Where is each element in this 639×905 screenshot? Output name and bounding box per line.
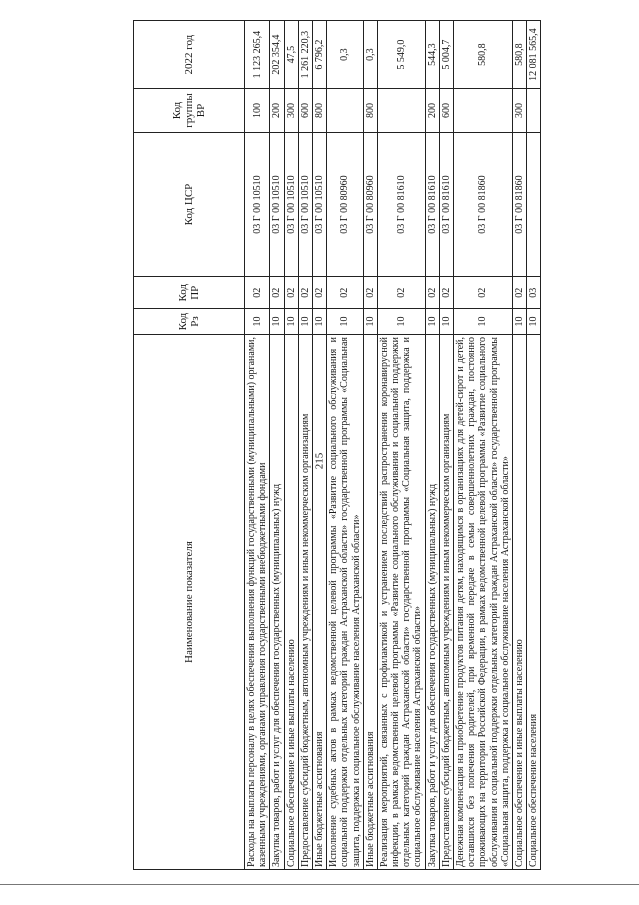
row-amount: 580,8 xyxy=(454,21,513,89)
row-pr: 02 xyxy=(377,277,425,309)
row-vr: 600 xyxy=(439,89,453,133)
row-rz: 10 xyxy=(363,309,377,335)
row-vr: 200 xyxy=(270,89,284,133)
row-rz: 10 xyxy=(298,309,312,335)
row-csr: 03 Г 00 80960 xyxy=(327,132,364,277)
row-name: Социальное обеспечение и иные выплаты населению xyxy=(284,334,298,869)
row-vr: 300 xyxy=(512,89,526,133)
row-pr: 02 xyxy=(270,277,284,309)
row-pr: 02 xyxy=(312,277,326,309)
row-pr: 02 xyxy=(454,277,513,309)
row-csr: 03 Г 00 10510 xyxy=(284,132,298,277)
row-name: Социальное обеспечение и иные выплаты населению xyxy=(512,334,526,869)
row-pr: 02 xyxy=(245,277,270,309)
row-csr: 03 Г 00 80960 xyxy=(363,132,377,277)
row-name: Денежная компенсация на приобретение продуктов питания детям, находящимся в организациях для детей-сирот и детей, оставшихся без попечения родителей, при временной передаче в семьи совершеннолетних граждан, постоянно проживающих на территории Российской Федерации, в рамках ведомственной целевой программы «Развитие социального обслуживания и социальной поддержки отдельных категорий граждан Астраханской области» государственной программы «Социальная защита, поддержка и социальное обслуживание населения Астраханской области» xyxy=(454,334,513,869)
header-name: Наименование показателя xyxy=(134,334,245,869)
row-csr: 03 Г 00 81610 xyxy=(439,132,453,277)
row-rz: 10 xyxy=(439,309,453,335)
row-amount: 12 081 565,4 xyxy=(527,21,541,89)
row-pr: 02 xyxy=(439,277,453,309)
header-rz: Код Рз xyxy=(134,309,245,335)
row-rz: 10 xyxy=(512,309,526,335)
table-header-row xyxy=(134,21,245,870)
budget-table xyxy=(133,20,541,870)
header-vr: Код группы ВР xyxy=(134,89,245,133)
row-vr: 300 xyxy=(284,89,298,133)
row-pr: 02 xyxy=(284,277,298,309)
table-row xyxy=(439,21,453,870)
row-vr xyxy=(377,89,425,133)
row-name: Исполнение судебных актов в рамках ведомственной целевой программы «Развитие социального обслуживания и социальной поддержки отдельных категорий граждан Астраханской области» государственной программы «Социальная защита, поддержка и социальное обслуживание населения Астраханской области» xyxy=(327,334,364,869)
table-row xyxy=(298,21,312,870)
table-row xyxy=(312,21,326,870)
table-row xyxy=(454,21,513,870)
row-csr: 03 Г 00 81860 xyxy=(454,132,513,277)
row-pr: 02 xyxy=(327,277,364,309)
row-amount: 0,3 xyxy=(327,21,364,89)
bottom-rule xyxy=(0,884,639,885)
row-name: Предоставление субсидий бюджетным, автономным учреждениям и иным некоммерческим организациям xyxy=(298,334,312,869)
row-vr: 800 xyxy=(363,89,377,133)
row-amount: 47,5 xyxy=(284,21,298,89)
row-amount: 544,3 xyxy=(425,21,439,89)
row-amount: 202 354,4 xyxy=(270,21,284,89)
row-name: Социальное обеспечение населения xyxy=(527,334,541,869)
row-rz: 10 xyxy=(245,309,270,335)
page-number: 215 xyxy=(313,452,325,470)
row-amount: 1 123 265,4 xyxy=(245,21,270,89)
row-name: Реализация мероприятий, связанных с профилактикой и устранением последствий распространения коронавирусной инфекции, в рамках ведомственной целевой программы «Развитие социального обслуживания и социальной поддержки отдельных категорий граждан Астраханской области» государственной программы «Социальная защита, поддержка и социальное обслуживание населения Астраханской области» xyxy=(377,334,425,869)
row-csr: 03 Г 00 81610 xyxy=(377,132,425,277)
row-pr: 03 xyxy=(527,277,541,309)
row-vr xyxy=(327,89,364,133)
row-name: Иные бюджетные ассигнования xyxy=(363,334,377,869)
row-name: Предоставление субсидий бюджетным, автономным учреждениям и иным некоммерческим организациям xyxy=(439,334,453,869)
row-amount: 580,8 xyxy=(512,21,526,89)
row-rz: 10 xyxy=(284,309,298,335)
row-pr: 02 xyxy=(363,277,377,309)
row-rz: 10 xyxy=(527,309,541,335)
table-row xyxy=(284,21,298,870)
table-row xyxy=(527,21,541,870)
row-amount: 5 004,7 xyxy=(439,21,453,89)
row-vr: 600 xyxy=(298,89,312,133)
row-csr: 03 Г 00 10510 xyxy=(298,132,312,277)
row-rz: 10 xyxy=(270,309,284,335)
header-csr: Код ЦСР xyxy=(134,132,245,277)
row-csr: 03 Г 00 81610 xyxy=(425,132,439,277)
header-pr: Код ПР xyxy=(134,277,245,309)
row-rz: 10 xyxy=(327,309,364,335)
row-rz: 10 xyxy=(377,309,425,335)
table-row xyxy=(363,21,377,870)
row-vr: 800 xyxy=(312,89,326,133)
table-row xyxy=(512,21,526,870)
row-csr: 03 Г 00 81860 xyxy=(512,132,526,277)
row-csr xyxy=(527,132,541,277)
row-name: Закупка товаров, работ и услуг для обеспечения государственных (муниципальных) нужд xyxy=(270,334,284,869)
row-vr xyxy=(454,89,513,133)
row-rz: 10 xyxy=(454,309,513,335)
table-row xyxy=(327,21,364,870)
row-amount: 5 549,0 xyxy=(377,21,425,89)
table-row xyxy=(425,21,439,870)
row-name: Иные бюджетные ассигнования xyxy=(312,334,326,869)
row-csr: 03 Г 00 10510 xyxy=(245,132,270,277)
row-amount: 6 796,2 xyxy=(312,21,326,89)
row-vr: 200 xyxy=(425,89,439,133)
table-row xyxy=(270,21,284,870)
table-row xyxy=(377,21,425,870)
row-csr: 03 Г 00 10510 xyxy=(312,132,326,277)
header-year: 2022 год xyxy=(134,21,245,89)
rotated-table-wrapper xyxy=(133,20,573,870)
row-vr: 100 xyxy=(245,89,270,133)
row-rz: 10 xyxy=(312,309,326,335)
row-amount: 1 261 220,3 xyxy=(298,21,312,89)
row-pr: 02 xyxy=(425,277,439,309)
table-row xyxy=(245,21,270,870)
row-csr: 03 Г 00 10510 xyxy=(270,132,284,277)
row-name: Закупка товаров, работ и услуг для обеспечения государственных (муниципальных) нужд xyxy=(425,334,439,869)
row-amount: 0,3 xyxy=(363,21,377,89)
row-name: Расходы на выплаты персоналу в целях обеспечения выполнения функций государственными (муниципальными) органами, казенными учреждениями, органами управления государственными внебюджетными фондами xyxy=(245,334,270,869)
row-rz: 10 xyxy=(425,309,439,335)
row-pr: 02 xyxy=(298,277,312,309)
row-vr xyxy=(527,89,541,133)
row-pr: 02 xyxy=(512,277,526,309)
